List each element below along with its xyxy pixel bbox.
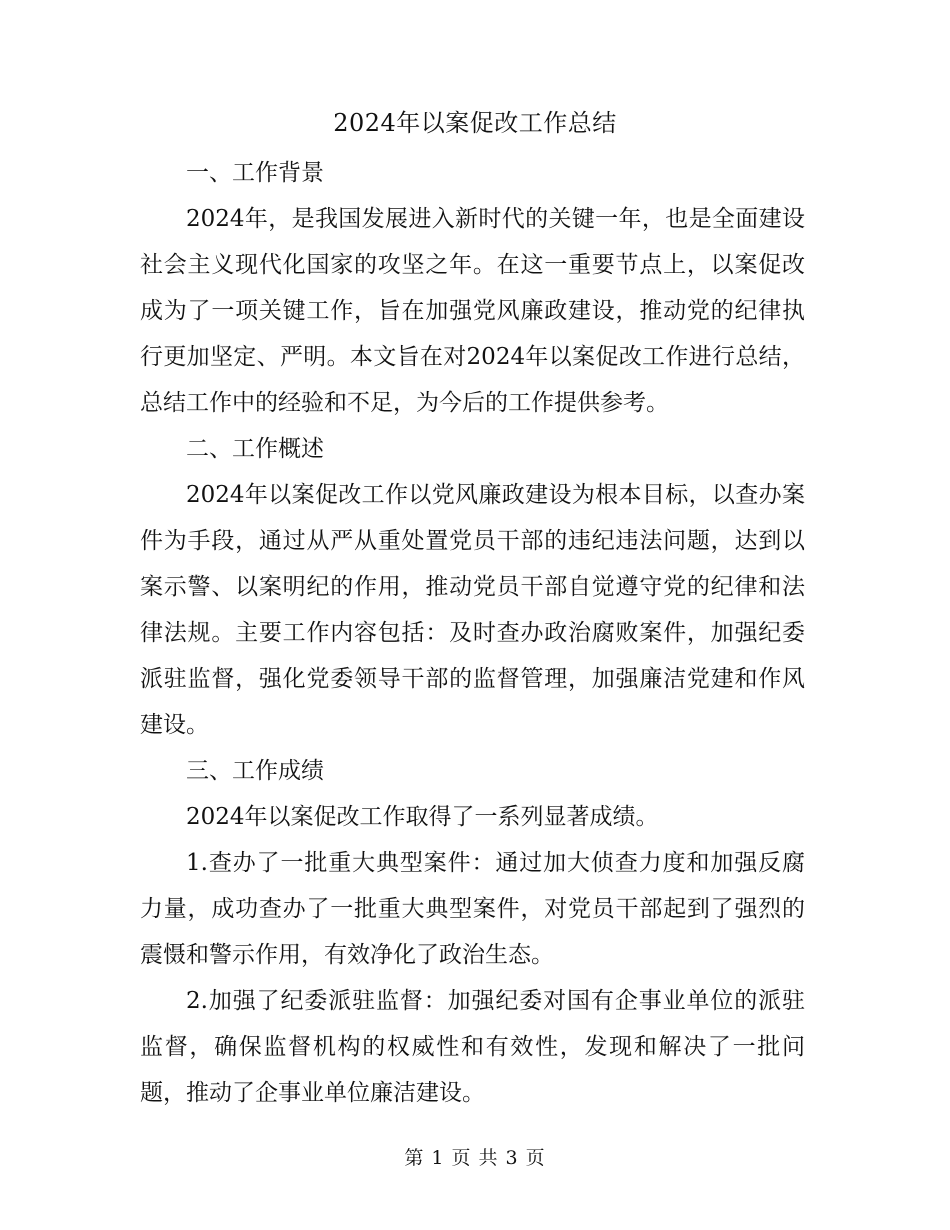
paragraph-achievements-intro: 2024年以案促改工作取得了一系列显著成绩。 [186, 804, 659, 830]
section-heading-background: 一、工作背景 [186, 160, 324, 186]
document-body [140, 150, 805, 1116]
paragraph-achievement-2: 2.加强了纪委派驻监督：加强纪委对国有企事业单位的派驻监督，确保监督机构的权威性和有效性，发现和解决了一批问题，推动了企事业单位廉洁建设。 [140, 988, 805, 1106]
section-heading-overview: 二、工作概述 [186, 436, 324, 462]
section-heading-achievements: 三、工作成绩 [186, 758, 324, 784]
document-title: 2024年以案促改工作总结 [333, 109, 617, 137]
paragraph-background: 2024年，是我国发展进入新时代的关键一年，也是全面建设社会主义现代化国家的攻坚之年。在这一重要节点上，以案促改成为了一项关键工作，旨在加强党风廉政建设，推动党的纪律执行更加坚定、严明。本文旨在对2024年以案促改工作进行总结，总结工作中的经验和不足，为今后的工作提供参考。 [140, 206, 805, 416]
page-footer: 第 1 页 共 3 页 [404, 1147, 546, 1169]
paragraph-achievement-1: 1.查办了一批重大典型案件：通过加大侦查力度和加强反腐力量，成功查办了一批重大典型案件，对党员干部起到了强烈的震慑和警示作用，有效净化了政治生态。 [140, 850, 805, 968]
paragraph-overview: 2024年以案促改工作以党风廉政建设为根本目标，以查办案件为手段，通过从严从重处置党员干部的违纪违法问题，达到以案示警、以案明纪的作用，推动党员干部自觉遵守党的纪律和法律法规。主要工作内容包括：及时查办政治腐败案件，加强纪委派驻监督，强化党委领导干部的监督管理，加强廉洁党建和作风建设。 [140, 482, 805, 738]
